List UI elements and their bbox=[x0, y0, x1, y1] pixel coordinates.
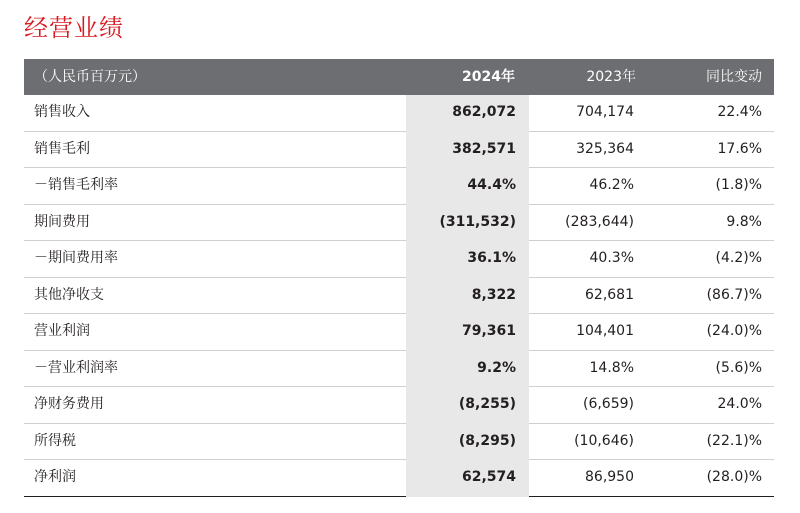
value-change: 24.0% bbox=[717, 396, 762, 412]
row-label: 净财务费用 bbox=[34, 396, 104, 412]
row-label: 销售毛利 bbox=[34, 140, 90, 157]
value-2024: (8,255) bbox=[458, 396, 516, 412]
value-change: 22.4% bbox=[717, 104, 762, 120]
table-row bbox=[24, 424, 774, 461]
value-2023: 86,950 bbox=[585, 469, 634, 485]
table-row bbox=[24, 387, 774, 424]
header-2024: 2024年 bbox=[462, 69, 515, 85]
header-unit-label: （人民币百万元） bbox=[34, 69, 146, 85]
row-label: 净利润 bbox=[34, 469, 76, 485]
value-change: (28.0)% bbox=[706, 469, 762, 485]
table-row bbox=[24, 351, 774, 388]
value-2024: 9.2% bbox=[477, 359, 516, 376]
row-label: －销售毛利率 bbox=[34, 177, 118, 193]
value-2024: 79,361 bbox=[461, 323, 516, 339]
value-2024: 862,072 bbox=[452, 104, 516, 120]
value-change: (22.1)% bbox=[706, 432, 762, 449]
value-change: (24.0)% bbox=[706, 323, 762, 339]
value-2024: 8,322 bbox=[471, 286, 516, 303]
table-row bbox=[24, 241, 774, 278]
header-change: 同比变动 bbox=[706, 69, 762, 85]
value-2023: 62,681 bbox=[585, 286, 634, 303]
value-2023: (6,659) bbox=[582, 396, 634, 412]
table-row bbox=[24, 168, 774, 205]
value-2023: 40.3% bbox=[589, 250, 634, 266]
value-2024: 44.4% bbox=[467, 177, 516, 193]
value-2024: 62,574 bbox=[461, 469, 516, 485]
value-2024: (8,295) bbox=[458, 432, 516, 449]
value-2023: (283,644) bbox=[565, 213, 634, 230]
value-2023: 14.8% bbox=[589, 359, 634, 376]
page-title: 经营业绩 bbox=[24, 14, 124, 42]
table-row bbox=[24, 95, 774, 132]
row-label: 所得税 bbox=[34, 432, 76, 449]
value-change: 17.6% bbox=[717, 140, 762, 157]
row-label: 销售收入 bbox=[34, 104, 90, 120]
value-2023: 704,174 bbox=[576, 104, 634, 120]
value-2023: 325,364 bbox=[576, 140, 634, 157]
table-row bbox=[24, 460, 774, 497]
table-row bbox=[24, 314, 774, 351]
header-2023: 2023年 bbox=[586, 69, 636, 85]
row-label: －期间费用率 bbox=[34, 250, 118, 266]
row-label: －营业利润率 bbox=[34, 359, 118, 376]
table-row bbox=[24, 205, 774, 242]
value-change: 9.8% bbox=[726, 213, 762, 230]
table-row bbox=[24, 132, 774, 169]
value-change: (1.8)% bbox=[715, 177, 762, 193]
row-label: 其他净收支 bbox=[34, 286, 104, 303]
row-label: 期间费用 bbox=[34, 213, 90, 230]
value-change: (5.6)% bbox=[715, 359, 762, 376]
value-2024: (311,532) bbox=[439, 213, 516, 230]
value-2023: 104,401 bbox=[576, 323, 634, 339]
row-label: 营业利润 bbox=[34, 323, 90, 339]
value-2024: 36.1% bbox=[467, 250, 516, 266]
value-2023: (10,646) bbox=[574, 432, 634, 449]
results-table bbox=[24, 59, 774, 497]
value-2023: 46.2% bbox=[589, 177, 634, 193]
value-change: (4.2)% bbox=[715, 250, 762, 266]
table-body bbox=[24, 95, 774, 497]
table-header bbox=[24, 59, 774, 95]
value-change: (86.7)% bbox=[706, 286, 762, 303]
table-row bbox=[24, 278, 774, 315]
value-2024: 382,571 bbox=[452, 140, 516, 157]
